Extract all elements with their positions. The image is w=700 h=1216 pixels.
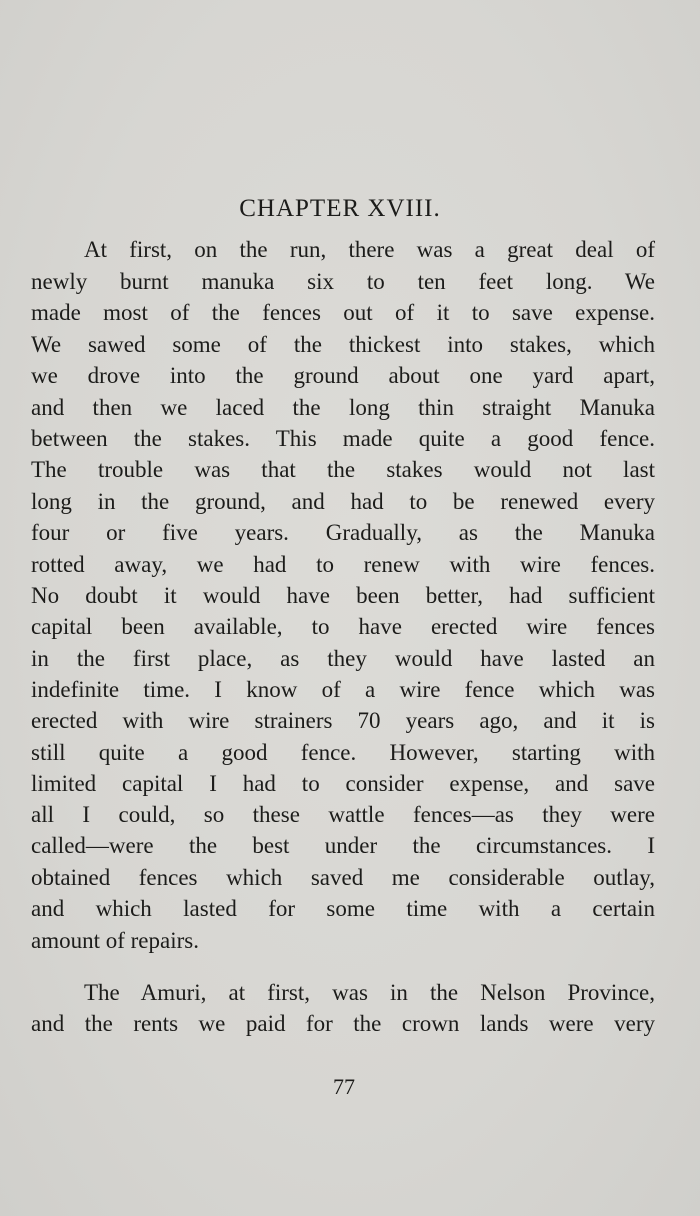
text-line: At first, on the run, there was a great deal of bbox=[84, 237, 655, 262]
text-line: and then we laced the long thin straight Manuka bbox=[31, 395, 655, 420]
page-number: 77 bbox=[333, 1074, 355, 1099]
text-line: and the rents we paid for the crown lands were very bbox=[31, 1011, 655, 1036]
text-line: called—were the best under the circumstances. I bbox=[31, 833, 655, 858]
text-line: erected with wire strainers 70 years ago, and it is bbox=[31, 708, 655, 733]
text-line: The trouble was that the stakes would not last bbox=[31, 457, 655, 482]
text-line: We sawed some of the thickest into stakes, which bbox=[31, 332, 655, 357]
text-line: between the stakes. This made quite a good fence. bbox=[31, 426, 655, 451]
text-line: amount of repairs. bbox=[31, 928, 199, 953]
text-line: long in the ground, and had to be renewed every bbox=[31, 489, 655, 514]
text-line: four or five years. Gradually, as the Manuka bbox=[31, 520, 655, 545]
text-line: all I could, so these wattle fences—as they were bbox=[31, 802, 655, 827]
text-line: No doubt it would have been better, had sufficient bbox=[31, 583, 655, 608]
text-line: indefinite time. I know of a wire fence which was bbox=[31, 677, 655, 702]
text-line: in the first place, as they would have lasted an bbox=[31, 646, 655, 671]
text-line: made most of the fences out of it to save expense. bbox=[31, 300, 655, 325]
text-line: and which lasted for some time with a certain bbox=[31, 896, 655, 921]
text-line: limited capital I had to consider expense, and save bbox=[31, 771, 655, 796]
text-line: we drove into the ground about one yard apart, bbox=[31, 363, 655, 388]
text-line: The Amuri, at first, was in the Nelson Province, bbox=[84, 980, 655, 1005]
text-line: rotted away, we had to renew with wire fences. bbox=[31, 552, 655, 577]
text-line: still quite a good fence. However, starting with bbox=[31, 740, 655, 765]
text-line: capital been available, to have erected wire fences bbox=[31, 614, 655, 639]
text-line: newly burnt manuka six to ten feet long. We bbox=[31, 269, 655, 294]
chapter-title: CHAPTER XVIII. bbox=[239, 195, 441, 222]
text-line: obtained fences which saved me considerable outlay, bbox=[31, 865, 655, 890]
